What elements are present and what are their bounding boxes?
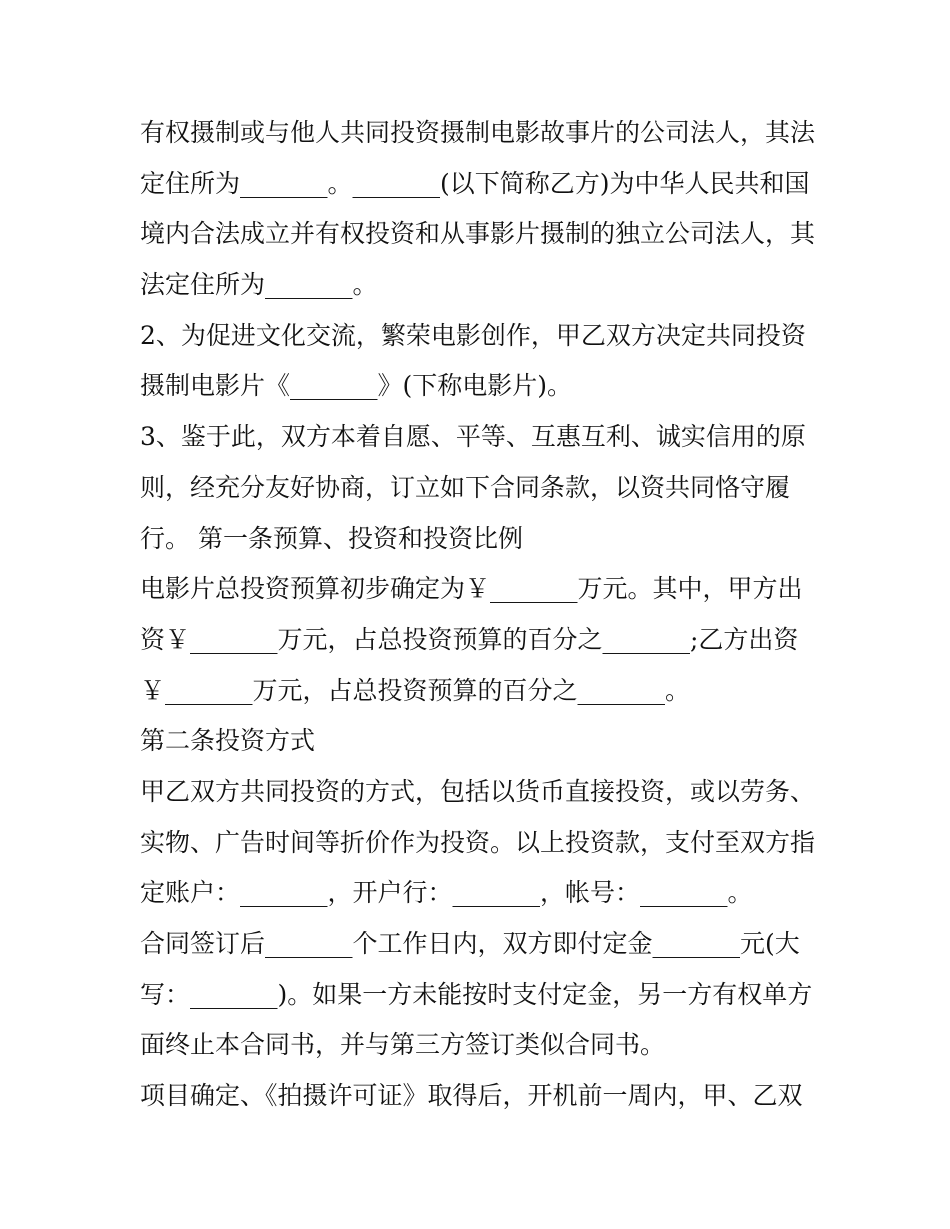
text-line: 资￥_______万元，占总投资预算的百分之_______;乙方出资 [140, 624, 799, 654]
text-line: ￥_______万元，占总投资预算的百分之_______。 [140, 675, 691, 705]
clause-3-line: 3、鉴于此，双方本着自愿、平等、互惠互利、诚实信用的原 [140, 422, 806, 452]
text-line: 法定住所为_______。 [140, 270, 378, 300]
text-line: 电影片总投资预算初步确定为￥_______万元。其中，甲方出 [140, 574, 803, 604]
text-line: 写：_______)。如果一方未能按时支付定金，另一方有权单方 [140, 979, 813, 1009]
text-line: 甲乙双方共同投资的方式，包括以货币直接投资，或以劳务、 [140, 776, 816, 806]
text-line: 定账户：_______，开户行：_______，帐号：_______。 [140, 878, 753, 908]
text-line: 面终止本合同书，并与第三方签订类似合同书。 [140, 1030, 666, 1060]
text-line: 定住所为_______。_______(以下简称乙方)为中华人民共和国 [140, 168, 810, 198]
text-line: 则，经充分友好协商，订立如下合同条款，以资共同恪守履 [140, 472, 791, 502]
text-line: 实物、广告时间等折价作为投资。以上投资款，支付至双方指 [140, 827, 816, 857]
clause-2-line: 2、为促进文化交流，繁荣电影创作，甲乙双方决定共同投资 [140, 320, 806, 350]
text-line: 境内合法成立并有权投资和从事影片摄制的独立公司法人，其 [140, 219, 816, 249]
text-line: 行。 第一条预算、投资和投资比例 [140, 523, 523, 553]
section-heading: 第二条投资方式 [140, 726, 316, 756]
text-line: 有权摄制或与他人共同投资摄制电影故事片的公司法人，其法 [140, 118, 816, 147]
contract-body-text [140, 108, 820, 1122]
text-line: 合同签订后_______个工作日内，双方即付定金_______元(大 [140, 929, 800, 958]
text-line: 项目确定、《拍摄许可证》取得后，开机前一周内，甲、乙双 [140, 1081, 803, 1111]
text-line: 摄制电影片《_______》(下称电影片)。 [140, 371, 573, 401]
